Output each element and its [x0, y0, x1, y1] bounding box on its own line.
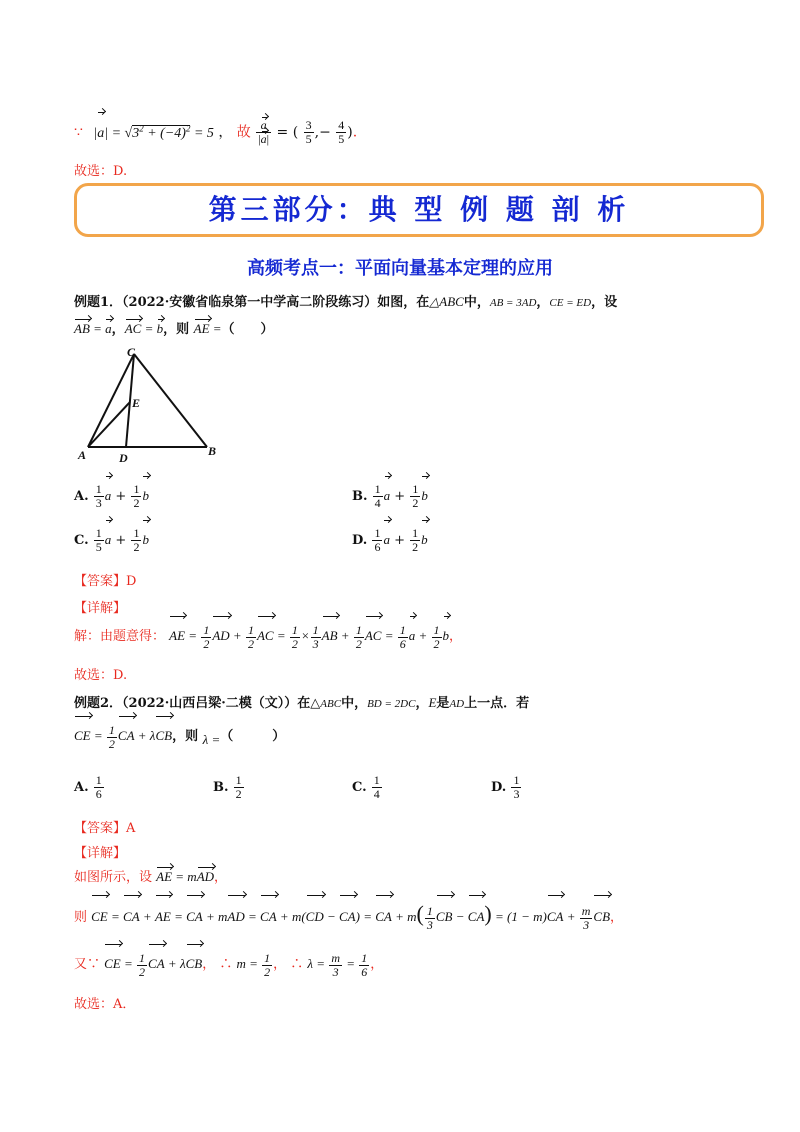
answer-value: A — [126, 821, 136, 836]
ex1-detail-label: 【详解】 — [74, 601, 127, 616]
ex1-triangle-figure — [74, 342, 224, 464]
top-math-line: ∵ $|a| = √3^2 + (-4)^2 = 5$ ， 故 $\frac{a}{|a|}$ = ( $\frac{3}{5}$ ,− $\frac{4}{5}$ ). — [74, 108, 357, 148]
ex2-select: 故选：A． — [74, 997, 136, 1012]
ex1-option-b[interactable]: B. $\frac{1}{4}$ a + $\frac{1}{2}$ b — [352, 478, 428, 514]
ex2-option-a[interactable]: A. $\frac{1}{6}$ — [74, 773, 102, 801]
ex2-line3: 又∵ CE = $\frac{1}{2}$ CA + λCB， ∴ m = $\frac{1}{2}$ ， ∴ λ = $\frac{m}{3}$ = $\frac{1}{6}$ ， — [74, 946, 383, 982]
ex1-option-d[interactable]: D. $\frac{1}{6}$ a + $\frac{1}{2}$ b — [352, 522, 428, 558]
because-symbol: ∵ — [74, 124, 83, 141]
ex1-select: 故选：D. — [74, 668, 128, 683]
ex2-answer — [74, 817, 135, 836]
label-C: C — [127, 345, 136, 359]
top-select: 故选：D. — [74, 164, 128, 179]
ex2-option-d[interactable]: D. $\frac{1}{3}$ — [491, 773, 520, 801]
answer-label: 【答案】 — [74, 821, 127, 836]
ex2-stem-line2: CE = $\frac{1}{2}$ CA + λCB，则 λ =（ ） — [74, 718, 285, 754]
ex1-option-c[interactable]: C. $\frac{1}{5}$ a + $\frac{1}{2}$ b — [74, 522, 149, 558]
section-banner-title: 第三部分：典 型 例 题 剖 析 — [208, 193, 630, 226]
ex2-option-b[interactable]: B. $\frac{1}{2}$ — [213, 773, 242, 801]
label-B: B — [208, 444, 217, 458]
ex1-label: 例题1． — [74, 295, 123, 310]
answer-label: 【答案】 — [74, 574, 127, 589]
ex1-stem-line2: AB = a，AC = b，则 AE =（ ） — [74, 321, 274, 337]
ex2-line1: 如图所示，设 AE = mAD， — [74, 869, 228, 885]
gu-label: 故 — [236, 124, 251, 141]
ex2-label: 例题2． — [74, 696, 123, 711]
ex2-line2: 则 CE = CA + AE = CA + mAD = CA + m(CD − CA) = CA + m( $\frac{1}{3}$ CB − CA) = (1 − m)CA + $\frac{m}{3}$ CB， — [74, 894, 623, 934]
ex1-solution: 解：由题意得： AE = $\frac{1}{2}$ AD + $\frac{1}{2}$ AC = $\frac{1}{2}$ × $\frac{1}{3}$ AB + $\frac{1}{2}$ AC = $\frac{1}{6}$ a + $\frac{1}{2}$ b， — [74, 618, 462, 654]
label-D: D — [119, 451, 128, 464]
ex1-option-a[interactable]: A. $\frac{1}{3}$ a + $\frac{1}{2}$ b — [74, 478, 149, 514]
answer-value: D — [126, 574, 137, 589]
label-E: E — [132, 396, 141, 410]
ex2-option-c[interactable]: C. $\frac{1}{4}$ — [352, 773, 380, 801]
ex2-stem-line1: 例题2．（2022·山西吕梁·二模（文））在△ABC中，BD = 2DC，E是AD上一点．若 — [74, 695, 530, 711]
label-A: A — [78, 448, 87, 462]
ex1-answer — [74, 570, 136, 589]
ex1-source: （2022·安徽省临泉第一中学高二阶段练习） — [122, 295, 378, 310]
ex2-detail-label: 【详解】 — [74, 846, 127, 861]
ex1-stem-line1: 例题1．（2022·安徽省临泉第一中学高二阶段练习）如图，在△ABC中，AB = 3AD，CE = ED，设 — [74, 294, 618, 310]
ex2-source: （2022·山西吕梁·二模（文）） — [122, 696, 298, 711]
section-title: 高频考点一：平面向量基本定理的应用 — [247, 258, 553, 279]
